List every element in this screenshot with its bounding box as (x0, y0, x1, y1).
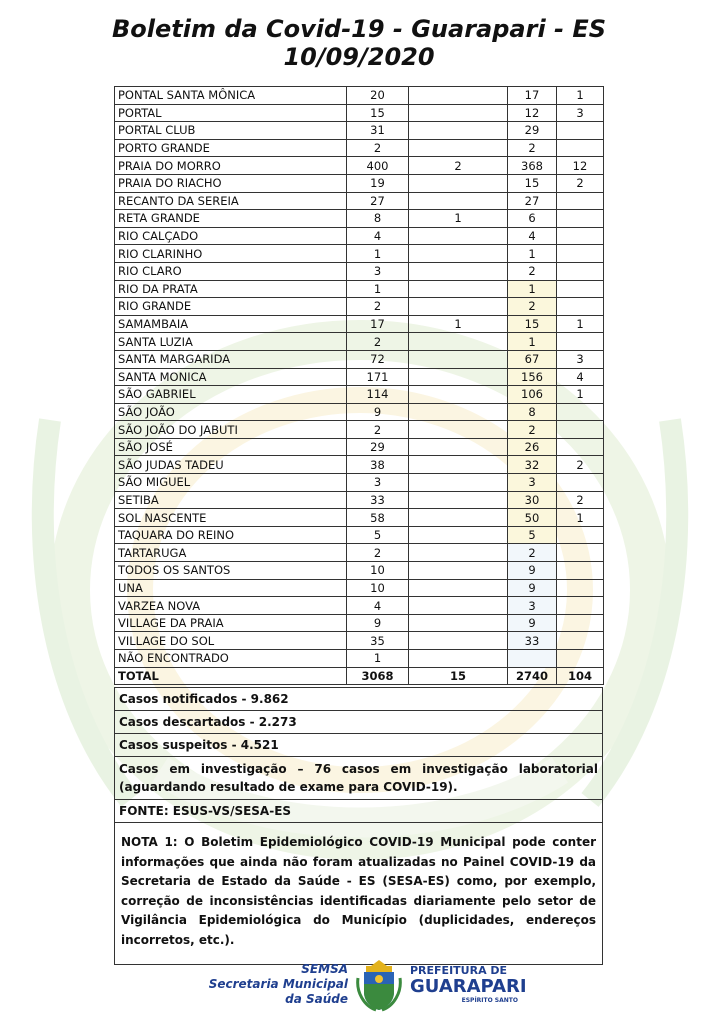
neighborhood-name: SÃO MIGUEL (115, 474, 347, 492)
neighborhood-name: TAQUARA DO REINO (115, 526, 347, 544)
cell-col-4 (557, 421, 604, 439)
neighborhood-name: VILLAGE DA PRAIA (115, 614, 347, 632)
neighborhood-name: UNA (115, 579, 347, 597)
cell-col-3: 32 (508, 456, 557, 474)
cell-col-2 (409, 456, 508, 474)
cell-col-2 (409, 104, 508, 122)
cell-col-1: 2 (347, 298, 409, 316)
summary-table (114, 687, 603, 965)
neighborhood-name: PRAIA DO RIACHO (115, 174, 347, 192)
prefeitura-line-3: ESPÍRITO SANTO (461, 997, 518, 1004)
cell-col-3: 1 (508, 280, 557, 298)
cases-notified: Casos notificados - 9.862 (115, 688, 603, 711)
cell-col-1: 4 (347, 227, 409, 245)
cell-col-4: 1 (557, 87, 604, 105)
table-row (115, 157, 604, 175)
cell-col-4: 1 (557, 315, 604, 333)
cell-col-3: 4 (508, 227, 557, 245)
cell-col-1: 171 (347, 368, 409, 386)
neighborhood-name: SÃO JOSÉ (115, 438, 347, 456)
cases-suspected: Casos suspeitos - 4.521 (115, 734, 603, 757)
cell-col-2 (409, 87, 508, 105)
cell-col-1: 9 (347, 614, 409, 632)
table-row (115, 474, 604, 492)
table-row (115, 192, 604, 210)
table-row (115, 262, 604, 280)
cell-col-4 (557, 579, 604, 597)
table-row (115, 174, 604, 192)
cell-col-3: 368 (508, 157, 557, 175)
cell-col-3: 3 (508, 474, 557, 492)
cell-col-3: 15 (508, 315, 557, 333)
cell-col-1: 31 (347, 122, 409, 140)
cell-col-2 (409, 350, 508, 368)
cell-col-4 (557, 526, 604, 544)
cell-col-3: 29 (508, 122, 557, 140)
cell-col-3: 5 (508, 526, 557, 544)
table-row (115, 438, 604, 456)
cell-col-4: 3 (557, 104, 604, 122)
table-row (115, 245, 604, 263)
cell-col-1: 27 (347, 192, 409, 210)
table-row (115, 122, 604, 140)
cell-col-2 (409, 280, 508, 298)
cell-col-4 (557, 139, 604, 157)
table-row (115, 139, 604, 157)
neighborhood-name: PORTO GRANDE (115, 139, 347, 157)
neighborhood-name: RETA GRANDE (115, 210, 347, 228)
table-row (115, 315, 604, 333)
cell-col-2 (409, 227, 508, 245)
cell-col-1: 400 (347, 157, 409, 175)
cell-col-2 (409, 597, 508, 615)
cell-col-4 (557, 122, 604, 140)
cell-col-1: 19 (347, 174, 409, 192)
table-row (115, 350, 604, 368)
cell-col-1: 1 (347, 245, 409, 263)
cell-col-3 (508, 650, 557, 668)
cell-col-2 (409, 562, 508, 580)
cell-col-1: 38 (347, 456, 409, 474)
cell-col-1: 29 (347, 438, 409, 456)
cell-col-3: 12 (508, 104, 557, 122)
cell-col-4 (557, 438, 604, 456)
cell-col-4 (557, 192, 604, 210)
cell-col-2: 1 (409, 315, 508, 333)
table-row (115, 386, 604, 404)
table-row (115, 526, 604, 544)
neighborhood-name: PRAIA DO MORRO (115, 157, 347, 175)
neighborhood-name: SAMAMBAIA (115, 315, 347, 333)
neighborhood-name: TODOS OS SANTOS (115, 562, 347, 580)
table-row (115, 632, 604, 650)
cell-col-1: 3068 (347, 667, 409, 685)
cell-col-2 (409, 614, 508, 632)
nota-1: NOTA 1: O Boletim Epidemiológico COVID-19 Municipal pode conter informações que ainda não foram atualizadas no Painel COVID-19 da Secretaria de Estado da Saúde - ES (SESA-ES) como, por exemplo, correção de inconsistências identificadas diariamente pelo setor de Vigilância Epidemiológica do Município (duplicidades, endereços incorretos, etc.). (115, 823, 603, 965)
cell-col-3: 1 (508, 245, 557, 263)
cell-col-4 (557, 403, 604, 421)
semsa-acronym: SEMSA (301, 962, 348, 976)
cell-col-4: 104 (557, 667, 604, 685)
cell-col-3: 9 (508, 579, 557, 597)
cell-col-1: 72 (347, 350, 409, 368)
cell-col-4: 1 (557, 386, 604, 404)
table-row (115, 597, 604, 615)
cell-col-4 (557, 632, 604, 650)
table-row (115, 491, 604, 509)
cell-col-1: 5 (347, 526, 409, 544)
cell-col-2 (409, 632, 508, 650)
neighborhood-name: PORTAL (115, 104, 347, 122)
cell-col-3: 27 (508, 192, 557, 210)
prefeitura-logo-text (410, 964, 530, 1005)
cell-col-3: 26 (508, 438, 557, 456)
cell-col-3: 33 (508, 632, 557, 650)
cell-col-2 (409, 650, 508, 668)
cell-col-2 (409, 245, 508, 263)
neighborhood-name: TOTAL (115, 667, 347, 685)
cell-col-3: 2 (508, 544, 557, 562)
table-row (115, 456, 604, 474)
cell-col-4 (557, 614, 604, 632)
neighborhood-name: SÃO JOÃO DO JABUTI (115, 421, 347, 439)
neighborhood-name: SOL NASCENTE (115, 509, 347, 527)
cell-col-1: 17 (347, 315, 409, 333)
cell-col-3: 2 (508, 298, 557, 316)
cell-col-3: 17 (508, 87, 557, 105)
cell-col-1: 8 (347, 210, 409, 228)
cell-col-1: 35 (347, 632, 409, 650)
cell-col-4 (557, 298, 604, 316)
cell-col-4 (557, 280, 604, 298)
cell-col-4 (557, 227, 604, 245)
table-row (115, 104, 604, 122)
cell-col-3: 2 (508, 139, 557, 157)
neighborhood-name: SÃO JUDAS TADEU (115, 456, 347, 474)
cell-col-3: 3 (508, 597, 557, 615)
cell-col-2 (409, 262, 508, 280)
neighborhood-name: RECANTO DA SEREIA (115, 192, 347, 210)
neighborhood-name: SANTA MARGARIDA (115, 350, 347, 368)
table-row (115, 562, 604, 580)
table-row (115, 403, 604, 421)
cell-col-3: 2 (508, 421, 557, 439)
cases-investigation: Casos em investigação – 76 casos em investigação laboratorial (aguardando resultado de exame para COVID-19). (115, 757, 603, 800)
cell-col-1: 10 (347, 562, 409, 580)
page-date: 10/09/2020 (283, 43, 435, 71)
table-row (115, 509, 604, 527)
table-row (115, 298, 604, 316)
guarapari-crest-icon (356, 958, 402, 1012)
page-title: Boletim da Covid-19 - Guarapari - ES (111, 15, 607, 43)
neighborhood-name: SANTA LUZIA (115, 333, 347, 351)
prefeitura-line-1: PREFEITURA DE (410, 964, 508, 977)
cell-col-4: 12 (557, 157, 604, 175)
cases-discarded: Casos descartados - 2.273 (115, 711, 603, 734)
cell-col-1: 3 (347, 262, 409, 280)
cell-col-3: 156 (508, 368, 557, 386)
cell-col-4: 2 (557, 174, 604, 192)
cell-col-3: 6 (508, 210, 557, 228)
cell-col-4 (557, 262, 604, 280)
cell-col-1: 58 (347, 509, 409, 527)
neighborhood-name: SETIBA (115, 491, 347, 509)
cell-col-1: 2 (347, 544, 409, 562)
neighborhood-cases-table (114, 86, 604, 685)
cell-col-1: 2 (347, 139, 409, 157)
cell-col-2 (409, 526, 508, 544)
neighborhood-name: SÃO JOÃO (115, 403, 347, 421)
neighborhood-name: PONTAL SANTA MÔNICA (115, 87, 347, 105)
cell-col-4: 3 (557, 350, 604, 368)
cell-col-4 (557, 245, 604, 263)
cell-col-4 (557, 474, 604, 492)
cell-col-2 (409, 386, 508, 404)
cell-col-1: 1 (347, 650, 409, 668)
cell-col-2 (409, 438, 508, 456)
neighborhood-name: RIO DA PRATA (115, 280, 347, 298)
cell-col-4 (557, 333, 604, 351)
cell-col-2 (409, 474, 508, 492)
prefeitura-line-2: GUARAPARI (410, 976, 527, 997)
cell-col-2 (409, 491, 508, 509)
cell-col-2: 15 (409, 667, 508, 685)
table-row (115, 227, 604, 245)
cell-col-1: 2 (347, 333, 409, 351)
cell-col-3: 67 (508, 350, 557, 368)
source-note: FONTE: ESUS-VS/SESA-ES (115, 800, 603, 823)
neighborhood-name: RIO GRANDE (115, 298, 347, 316)
neighborhood-name: RIO CLARO (115, 262, 347, 280)
cell-col-3: 50 (508, 509, 557, 527)
table-row (115, 579, 604, 597)
neighborhood-name: RIO CALÇADO (115, 227, 347, 245)
cell-col-3: 9 (508, 562, 557, 580)
cell-col-3: 30 (508, 491, 557, 509)
table-row (115, 544, 604, 562)
table-row (115, 614, 604, 632)
cell-col-4 (557, 210, 604, 228)
table-row (115, 280, 604, 298)
cell-col-2 (409, 298, 508, 316)
cell-col-1: 10 (347, 579, 409, 597)
cell-col-2 (409, 174, 508, 192)
cell-col-1: 114 (347, 386, 409, 404)
neighborhood-name: VARZEA NOVA (115, 597, 347, 615)
cell-col-3: 2740 (508, 667, 557, 685)
cell-col-2 (409, 509, 508, 527)
cell-col-2: 1 (409, 210, 508, 228)
cell-col-4: 2 (557, 456, 604, 474)
cell-col-4: 4 (557, 368, 604, 386)
cell-col-2: 2 (409, 157, 508, 175)
semsa-logo-text (200, 962, 348, 1007)
cell-col-3: 1 (508, 333, 557, 351)
cell-col-1: 2 (347, 421, 409, 439)
table-row (115, 650, 604, 668)
neighborhood-name: RIO CLARINHO (115, 245, 347, 263)
cell-col-4: 1 (557, 509, 604, 527)
cell-col-1: 9 (347, 403, 409, 421)
cell-col-4 (557, 544, 604, 562)
neighborhood-name: TARTARUGA (115, 544, 347, 562)
cell-col-4 (557, 562, 604, 580)
semsa-line-2: Secretaria Municipal (208, 977, 348, 991)
cell-col-3: 8 (508, 403, 557, 421)
cell-col-1: 3 (347, 474, 409, 492)
cell-col-1: 1 (347, 280, 409, 298)
table-row (115, 87, 604, 105)
cell-col-2 (409, 403, 508, 421)
total-row (115, 667, 604, 685)
cell-col-2 (409, 421, 508, 439)
cell-col-2 (409, 139, 508, 157)
cell-col-3: 9 (508, 614, 557, 632)
table-row (115, 368, 604, 386)
neighborhood-name: SÃO GABRIEL (115, 386, 347, 404)
cell-col-4 (557, 597, 604, 615)
cell-col-2 (409, 544, 508, 562)
table-row (115, 210, 604, 228)
cell-col-2 (409, 368, 508, 386)
semsa-line-3: da Saúde (285, 992, 348, 1006)
cell-col-3: 15 (508, 174, 557, 192)
cell-col-2 (409, 333, 508, 351)
cell-col-1: 33 (347, 491, 409, 509)
neighborhood-name: NÃO ENCONTRADO (115, 650, 347, 668)
cell-col-2 (409, 192, 508, 210)
cell-col-4: 2 (557, 491, 604, 509)
cell-col-2 (409, 122, 508, 140)
cell-col-3: 2 (508, 262, 557, 280)
neighborhood-name: PORTAL CLUB (115, 122, 347, 140)
neighborhood-name: SANTA MONICA (115, 368, 347, 386)
neighborhood-name: VILLAGE DO SOL (115, 632, 347, 650)
table-row (115, 333, 604, 351)
cell-col-1: 4 (347, 597, 409, 615)
table-row (115, 421, 604, 439)
cell-col-4 (557, 650, 604, 668)
cell-col-1: 15 (347, 104, 409, 122)
cell-col-3: 106 (508, 386, 557, 404)
cell-col-1: 20 (347, 87, 409, 105)
cell-col-2 (409, 579, 508, 597)
